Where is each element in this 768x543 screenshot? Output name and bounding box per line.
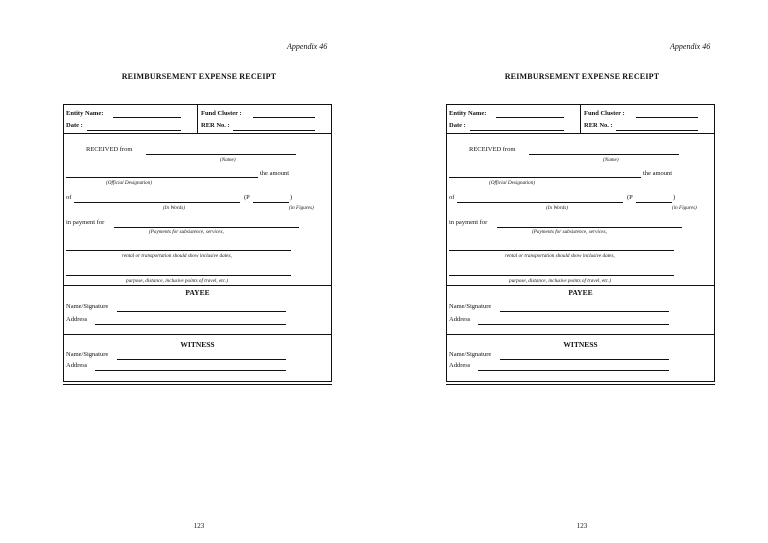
payee-address-field[interactable] <box>95 324 286 325</box>
payee-heading: PAYEE <box>568 288 593 297</box>
witness-name-signature-field[interactable] <box>500 359 669 360</box>
date-label: Date : <box>66 122 83 129</box>
receipt-form <box>63 104 332 382</box>
rer-no-label: RER No. : <box>584 122 613 129</box>
rer-no-field[interactable] <box>616 130 698 131</box>
amount-figures-field[interactable] <box>253 202 289 203</box>
received-from-field[interactable] <box>529 154 679 155</box>
payee-divider <box>64 285 331 286</box>
entity-name-field[interactable] <box>113 117 181 118</box>
designation-field[interactable] <box>449 177 641 178</box>
payment-details-field-2[interactable] <box>449 275 674 276</box>
received-from-label: RECEIVED from <box>469 146 516 153</box>
in-words-caption: (In Words) <box>546 205 568 211</box>
page-number: 123 <box>576 522 588 530</box>
designation-field[interactable] <box>66 177 258 178</box>
in-payment-for-label: in payment for <box>449 219 488 226</box>
amount-words-field[interactable] <box>74 202 240 203</box>
payee-divider <box>447 285 714 286</box>
the-amount-label: the amount <box>260 170 290 177</box>
witness-divider <box>64 334 331 335</box>
appendix-label: Appendix 46 <box>287 42 328 51</box>
payment-for-field[interactable] <box>114 227 299 228</box>
payee-name-signature-field[interactable] <box>500 311 669 312</box>
payments-caption: (Payments for subsistence, services, <box>149 229 224 235</box>
entity-name-label: Entity Name: <box>449 110 487 117</box>
fund-cluster-label: Fund Cluster : <box>584 110 625 117</box>
in-words-caption: (In Words) <box>163 205 185 211</box>
p-close: ) <box>673 194 676 201</box>
witness-address-label: Address <box>66 362 88 369</box>
header-divider <box>580 105 581 133</box>
entity-name-label: Entity Name: <box>66 110 104 117</box>
right-page <box>383 0 767 543</box>
payee-name-signature-label: Name/Signature <box>449 303 492 310</box>
payment-details-field-1[interactable] <box>449 250 674 251</box>
in-payment-for-label: in payment for <box>66 219 105 226</box>
name-caption: (Name) <box>220 157 236 163</box>
amount-words-field[interactable] <box>457 202 623 203</box>
witness-name-signature-field[interactable] <box>117 359 286 360</box>
payee-name-signature-label: Name/Signature <box>66 303 109 310</box>
received-from-label: RECEIVED from <box>86 146 133 153</box>
payment-details-field-2[interactable] <box>66 275 291 276</box>
witness-address-field[interactable] <box>478 370 669 371</box>
form-title: REIMBURSEMENT EXPENSE RECEIPT <box>504 72 660 81</box>
the-amount-label: the amount <box>643 170 673 177</box>
header-divider <box>197 105 198 133</box>
witness-name-signature-label: Name/Signature <box>449 351 492 358</box>
payee-address-label: Address <box>449 316 471 323</box>
purpose-caption: purpose, distance, inclusive points of travel, etc.) <box>126 278 228 284</box>
witness-address-label: Address <box>449 362 471 369</box>
payee-name-signature-field[interactable] <box>117 311 286 312</box>
date-label: Date : <box>449 122 466 129</box>
form-header <box>64 105 331 134</box>
of-label: of <box>449 194 455 201</box>
name-caption: (Name) <box>603 157 619 163</box>
fund-cluster-field[interactable] <box>253 117 315 118</box>
witness-heading: WITNESS <box>180 340 215 349</box>
form-header <box>447 105 714 134</box>
rer-no-field[interactable] <box>233 130 315 131</box>
in-figures-caption: (in Figures) <box>289 205 314 211</box>
in-figures-caption: (in Figures) <box>672 205 697 211</box>
purpose-caption: purpose, distance, inclusive points of travel, etc.) <box>509 278 611 284</box>
of-label: of <box>66 194 72 201</box>
witness-heading: WITNESS <box>563 340 598 349</box>
payments-caption: (Payments for subsistence, services, <box>532 229 607 235</box>
entity-name-field[interactable] <box>496 117 564 118</box>
form-title: REIMBURSEMENT EXPENSE RECEIPT <box>121 72 277 81</box>
payment-for-field[interactable] <box>497 227 682 228</box>
rental-caption: rental or transportation should show inclusive dates, <box>505 253 615 259</box>
page-number: 123 <box>193 522 205 530</box>
payee-address-field[interactable] <box>478 324 669 325</box>
witness-divider <box>447 334 714 335</box>
appendix-label: Appendix 46 <box>670 42 711 51</box>
received-from-field[interactable] <box>146 154 296 155</box>
designation-caption: (Official Designation) <box>489 180 535 186</box>
rer-no-label: RER No. : <box>201 122 230 129</box>
date-field[interactable] <box>470 130 564 131</box>
amount-figures-field[interactable] <box>636 202 672 203</box>
witness-address-field[interactable] <box>95 370 286 371</box>
date-field[interactable] <box>87 130 181 131</box>
payee-address-label: Address <box>66 316 88 323</box>
p-open: (P <box>244 194 250 201</box>
rental-caption: rental or transportation should show inclusive dates, <box>122 253 232 259</box>
designation-caption: (Official Designation) <box>106 180 152 186</box>
payment-details-field-1[interactable] <box>66 250 291 251</box>
receipt-form <box>446 104 715 382</box>
witness-name-signature-label: Name/Signature <box>66 351 109 358</box>
p-open: (P <box>627 194 633 201</box>
fund-cluster-field[interactable] <box>636 117 698 118</box>
fund-cluster-label: Fund Cluster : <box>201 110 242 117</box>
payee-heading: PAYEE <box>185 288 210 297</box>
p-close: ) <box>290 194 293 201</box>
